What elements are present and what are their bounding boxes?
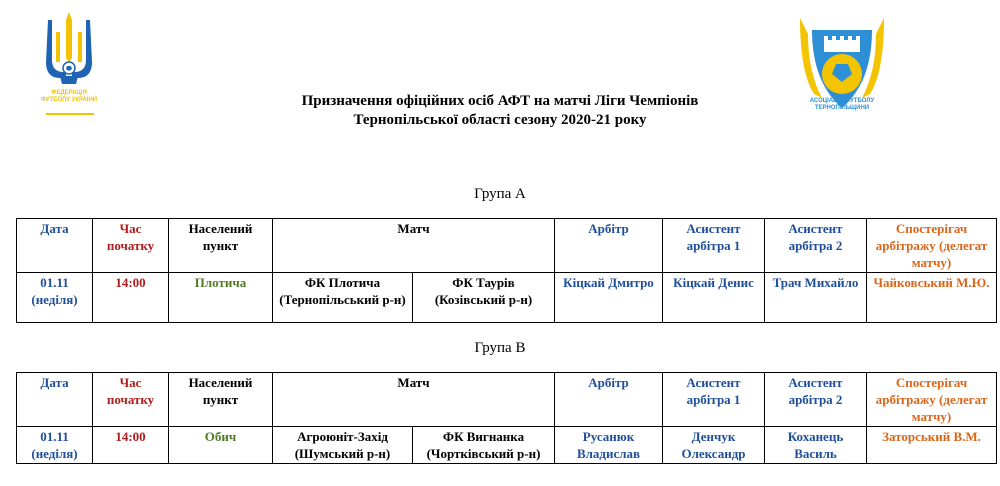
aft-logo-text: АСОЦІАЦІЯ ФУТБОЛУ ТЕРНОПІЛЬЩИНИ <box>809 98 875 111</box>
page-title <box>200 92 800 130</box>
cell-away-team: ФК Вигнанка (Чортківський р-н) <box>413 427 555 464</box>
cell-referee: Кіцкай Дмитро <box>555 273 663 323</box>
cell-time: 14:00 <box>93 273 169 323</box>
group-b-table <box>16 372 997 464</box>
header-date: Дата <box>17 373 93 427</box>
cell-away-team: ФК Таурів (Козівський р-н) <box>413 273 555 323</box>
cell-assistant-1: Денчук Олександр <box>663 427 765 464</box>
header-observer: Спостерігач арбітражу (делегат матчу) <box>867 219 997 273</box>
cell-referee: Русанюк Владислав <box>555 427 663 464</box>
group-a-table <box>16 218 997 323</box>
header-referee: Арбітр <box>555 373 663 427</box>
cell-place: Обич <box>169 427 273 464</box>
group-a-label: Група А <box>474 186 526 202</box>
header-assistant-2: Асистент арбітра 2 <box>765 373 867 427</box>
header-match: Матч <box>273 373 555 427</box>
group-b-label: Група В <box>474 340 526 356</box>
aft-logo <box>794 12 890 124</box>
cell-observer: Чайковський М.Ю. <box>867 273 997 323</box>
cell-assistant-1: Кіцкай Денис <box>663 273 765 323</box>
header-assistant-2: Асистент арбітра 2 <box>765 219 867 273</box>
cell-time: 14:00 <box>93 427 169 464</box>
header-assistant-1: Асистент арбітра 1 <box>663 373 765 427</box>
title-line-1: Призначення офіційних осіб АФТ на матчі Ліги Чемпіонів <box>301 93 699 109</box>
header-place: Населений пункт <box>169 219 273 273</box>
cell-home-team: ФК Плотича (Тернопільський р-н) <box>273 273 413 323</box>
header-assistant-1: Асистент арбітра 1 <box>663 219 765 273</box>
table-row <box>17 427 997 464</box>
table-row <box>17 273 997 323</box>
header-match: Матч <box>273 219 555 273</box>
cell-home-team: Агроюніт-Захід (Шумський р-н) <box>273 427 413 464</box>
header-place: Населений пункт <box>169 373 273 427</box>
cell-place: Плотича <box>169 273 273 323</box>
cell-assistant-2: Коханець Василь <box>765 427 867 464</box>
header-time: Час початку <box>93 219 169 273</box>
cell-assistant-2: Трач Михайло <box>765 273 867 323</box>
table-header-row <box>17 219 997 273</box>
cell-date: 01.11 (неділя) <box>17 427 93 464</box>
ffu-trident-emblem <box>38 10 100 122</box>
header-referee: Арбітр <box>555 219 663 273</box>
ffu-logo-text: ФЕДЕРАЦІЯ ФУТБОЛУ УКРАЇНИ <box>40 90 98 103</box>
cell-date: 01.11 (неділя) <box>17 273 93 323</box>
header-observer: Спостерігач арбітражу (делегат матчу) <box>867 373 997 427</box>
ffu-logo <box>38 10 100 122</box>
header-time: Час початку <box>93 373 169 427</box>
header-date: Дата <box>17 219 93 273</box>
cell-observer: Заторський В.М. <box>867 427 997 464</box>
title-line-2: Тернопільської області сезону 2020-21 року <box>353 112 647 128</box>
table-header-row <box>17 373 997 427</box>
